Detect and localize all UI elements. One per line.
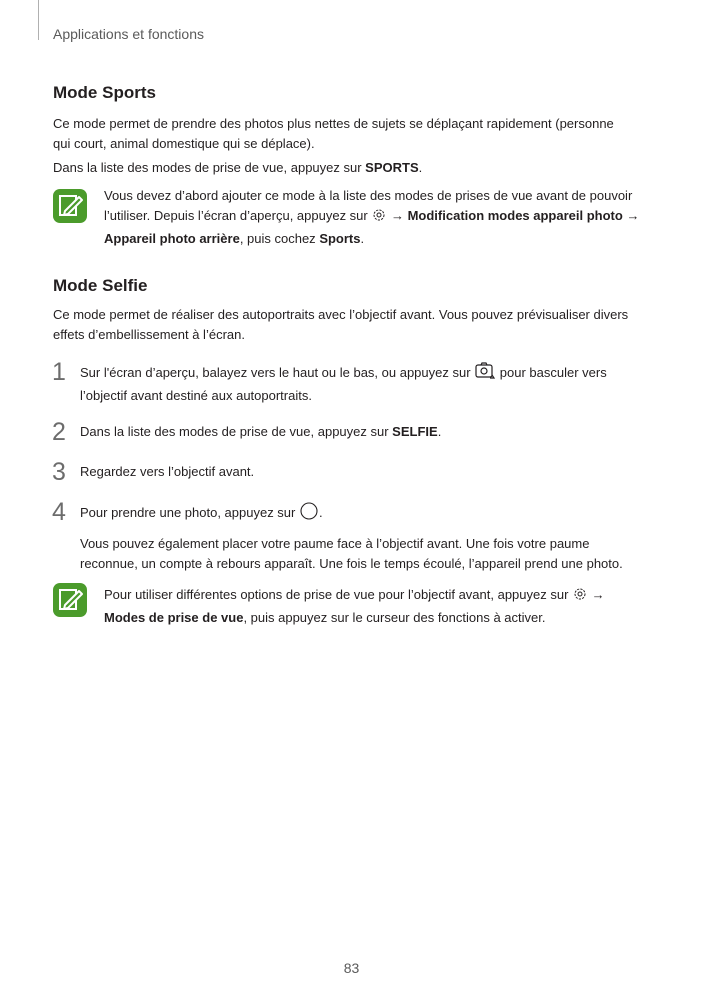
section-title-sports: Mode Sports — [53, 83, 156, 102]
selfie-mode-label: SELFIE — [392, 424, 438, 439]
step-number: 4 — [52, 498, 66, 526]
step-1-line-1 — [80, 362, 650, 386]
punctuation: . — [360, 231, 365, 246]
selfie-intro-line-2: effets d’embellissement à l’écran. — [53, 327, 245, 342]
step-text: pour basculer vers — [496, 365, 607, 380]
step-3 — [80, 462, 650, 482]
step-4-line-2: Vous pouvez également placer votre paume face à l’objectif avant. Une fois votre paume — [80, 536, 590, 551]
selfie-note — [104, 585, 659, 628]
selfie-note-line-2 — [104, 608, 659, 628]
sports-instruction — [53, 158, 643, 178]
sports-note-text: , puis cochez — [239, 231, 320, 246]
step-4-line-3: reconnue, un compte à rebours apparaît. Une fois le temps écoulé, l’appareil prend une photo. — [80, 556, 623, 571]
sports-note-line-3 — [104, 229, 659, 249]
menu-path-modification: Modification modes appareil photo — [407, 208, 623, 223]
menu-path-rear-camera: Appareil photo arrière — [104, 231, 240, 246]
punctuation: . — [318, 505, 323, 520]
selfie-intro — [53, 305, 643, 345]
step-2 — [80, 422, 650, 442]
selfie-intro-line-1: Ce mode permet de réaliser des autoportraits avec l’objectif avant. Vous pouvez prévisualiser divers — [53, 307, 629, 322]
step-2-line-1 — [80, 422, 650, 442]
arrow-text: → — [387, 208, 408, 223]
running-header: Applications et fonctions — [53, 26, 204, 42]
sports-intro — [53, 114, 643, 178]
section-title-selfie: Mode Selfie — [53, 276, 148, 295]
step-4 — [80, 502, 650, 574]
step-4-line-1 — [80, 502, 650, 526]
sports-note-line-1: Vous devez d’abord ajouter ce mode à la liste des modes de prises de vue avant de pouvoir — [104, 188, 633, 203]
sports-intro-line-1: Ce mode permet de prendre des photos plus nettes de sujets se déplaçant rapidement (personne — [53, 116, 614, 131]
sports-intro-line-2: qui court, animal domestique qui se déplace). — [53, 136, 315, 151]
sports-note — [104, 186, 659, 249]
switch-camera-icon — [474, 362, 496, 386]
page-number: 83 — [343, 960, 360, 976]
step-number: 2 — [52, 418, 66, 446]
step-text: Pour prendre une photo, appuyez sur — [80, 505, 299, 520]
selfie-note-text: , puis appuyez sur le curseur des fonctions à activer. — [243, 610, 546, 625]
sports-note-text: l’utiliser. Depuis l’écran d’aperçu, appuyez sur — [104, 208, 372, 223]
note-pencil-icon — [53, 583, 87, 617]
sports-instruction-text: Dans la liste des modes de prise de vue, appuyez sur — [53, 160, 366, 175]
step-text: Dans la liste des modes de prise de vue, appuyez sur — [80, 424, 393, 439]
gear-icon — [371, 207, 387, 229]
sports-note-line-2 — [104, 206, 659, 229]
punctuation: . — [418, 160, 423, 175]
arrow-text: → — [622, 208, 640, 223]
step-number: 1 — [52, 358, 66, 386]
header-rule — [38, 0, 39, 40]
menu-path-shooting-modes: Modes de prise de vue — [104, 610, 244, 625]
punctuation: . — [437, 424, 442, 439]
step-1-line-2: l’objectif avant destiné aux autoportraits. — [80, 388, 312, 403]
note-pencil-icon — [53, 189, 87, 223]
selfie-note-text: Pour utiliser différentes options de prise de vue pour l’objectif avant, appuyez sur — [104, 587, 573, 602]
gear-icon — [572, 586, 588, 608]
step-number: 3 — [52, 458, 66, 486]
sports-mode-label: SPORTS — [365, 160, 419, 175]
arrow-text: → — [588, 587, 605, 602]
shutter-button-icon — [299, 502, 319, 526]
step-3-line-1: Regardez vers l’objectif avant. — [80, 464, 255, 479]
step-1 — [80, 362, 650, 406]
menu-path-sports: Sports — [319, 231, 361, 246]
step-text: Sur l'écran d’aperçu, balayez vers le haut ou le bas, ou appuyez sur — [80, 365, 475, 380]
selfie-note-line-1 — [104, 585, 659, 608]
